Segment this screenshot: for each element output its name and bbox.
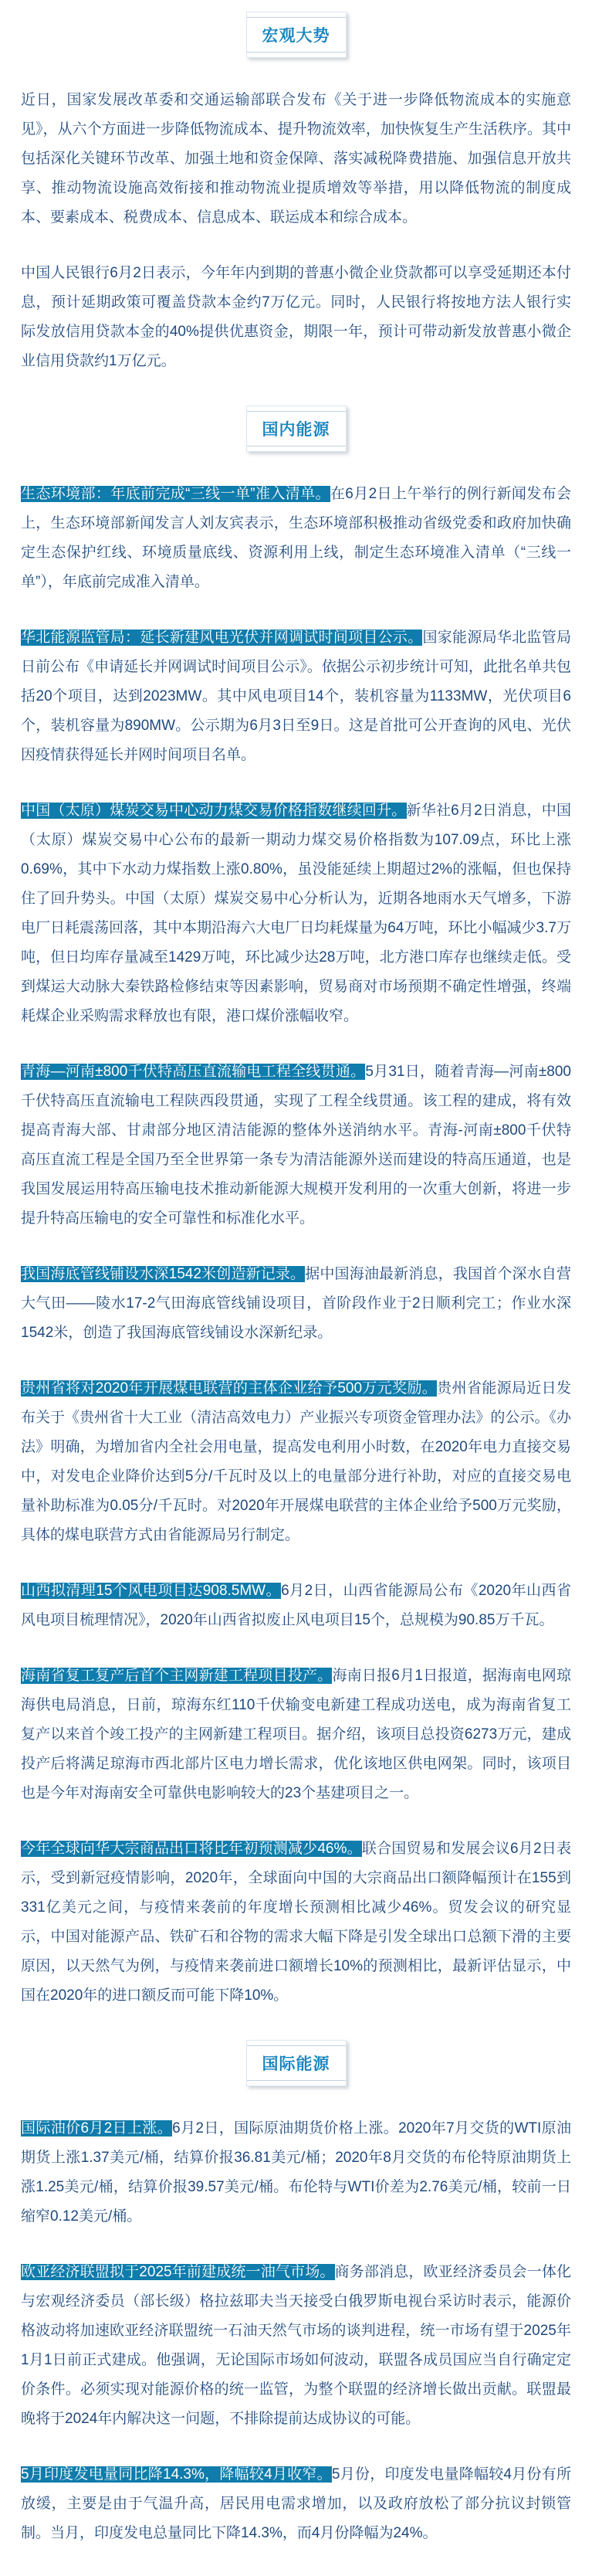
item-body: 海南日报6月1日报道，据海南电网琼海供电局消息，日前，琼海东红110千伏输变电新建工程成功送电，成为海南省复工复产以来首个竣工投产的主网新建工程项目。据介绍，该项目总投资6273万元，建成投产后将满足琼海市西北部片区电力增长需求，优化该地区供电网架。同时，该项目也是今年对海南安全可靠供电影响较大的23个基建项目之一。	[21, 1668, 571, 1801]
item-body: 联合国贸易和发展会议6月2日表示，受到新冠疫情影响，2020年，全球面向中国的大宗商品出口额降幅预计在155到331亿美元之间，与疫情来袭前的年度增长预测相比减少46%。贸发会议的研究显示，中国对能源产品、铁矿石和谷物的需求大幅下降是引发全球出口总额下滑的主要原因，以天然气为例，与疫情来袭前进口额增长10%的预测相比，最新评估显示，中国在2020年的进口额反而可能下降10%。	[21, 1841, 572, 2004]
item-lead-highlight: 海南省复工复产后首个主网新建工程项目投产。	[21, 1668, 333, 1684]
article-content	[21, 12, 571, 2548]
item-body: 据中国海油最新消息，我国首个深水自营大气田——陵水17-2气田海底管线铺设项目，首阶段作业于2日顺利完工；作业水深1542米，创造了我国海底管线铺设水深新纪录。	[21, 1266, 571, 1341]
item-lead-highlight: 5月印度发电量同比降14.3%，降幅较4月收窄。	[21, 2466, 332, 2483]
section-badge-inner	[247, 411, 346, 446]
item-body: 商务部消息，欧亚经济委员会一体化与宏观经济委员（部长级）格拉兹耶夫当天接受白俄罗斯电视台采访时表示，能源价格波动将加速欧亚经济联盟统一石油天然气市场的谈判进程，统一市场有望于2025年1月1日前正式建成。他强调，无论国际市场如何波动，联盟各成员国应当自行确定定价条件。必须实现对能源价格的统一监管，为整个联盟的经济增长做出贡献。联盟最晚将于2024年内解决这一问题，不排除提前达成协议的可能。	[21, 2264, 571, 2427]
item-lead-highlight: 国际油价6月2日上涨。	[21, 2120, 173, 2136]
section-title: 宏观大势	[262, 27, 330, 45]
section-title: 国内能源	[262, 421, 330, 439]
news-item	[21, 2114, 571, 2232]
section-badge-macro	[246, 12, 347, 58]
section-badge-inner	[247, 2045, 346, 2081]
item-lead-highlight: 生态环境部：年底前完成“三线一单”准入清单。	[21, 486, 330, 502]
section-badge-international	[246, 2040, 347, 2086]
item-body: 国家能源局华北监管局日前公布《申请延长并网调试时间项目公示》。依据公示初步统计可知，此批名单共包括20个项目，达到2023MW。其中风电项目14个，装机容量为1133MW，光伏项目6个，装机容量为890MW。公示期为6月3日至9日。这是首批可公开查询的风电、光伏因疫情获得延长并网时间项目名单。	[21, 630, 571, 763]
item-lead-highlight: 华北能源监管局：延长新建风电光伏并网调试时间项目公示。	[21, 630, 423, 646]
section-badge-inner	[247, 17, 346, 53]
news-item	[21, 480, 571, 597]
news-item	[21, 1057, 571, 1234]
section-header-domestic	[21, 406, 571, 452]
news-item	[21, 1834, 571, 2011]
item-lead-highlight: 中国（太原）煤炭交易中心动力煤交易价格指数继续回升。	[21, 803, 407, 819]
news-item	[21, 86, 571, 232]
item-body: 5月31日，随着青海—河南±800千伏特高压直流输电工程陕西段贯通，实现了工程全线贯通。该工程的建成，将有效提高青海大部、甘肃部分地区清洁能源的整体外送消纳水平。青海-河南±800千伏特高压直流工程是全国乃至全世界第一条专为清洁能源外送而建设的特高压通道，也是我国发展运用特高压输电技术推动新能源大规模开发利用的一次重大创新，将进一步提升特高压输电的安全可靠性和标准化水平。	[21, 1064, 571, 1227]
item-body: 新华社6月2日消息，中国（太原）煤炭交易中心公布的最新一期动力煤交易价格指数为107.09点，环比上涨0.69%，其中下水动力煤指数上涨0.80%，虽没能延续上期超过2%的涨幅，但也保持住了回升势头。中国（太原）煤炭交易中心分析认为，近期各地雨水天气增多，下游电厂日耗震荡回落，其中本期沿海六大电厂日均耗煤量为64万吨，环比小幅减少3.7万吨，但日均库存量减至1429万吨，环比减少达28万吨，北方港口库存也继续走低。受到煤运大动脉大秦铁路检修结束等因素影响，贸易商对市场预期不确定性增强，终端耗煤企业采购需求释放也有限，港口煤价涨幅收窄。	[21, 803, 571, 1024]
news-item	[21, 1260, 571, 1348]
news-item	[21, 623, 571, 770]
item-body: 近日，国家发展改革委和交通运输部联合发布《关于进一步降低物流成本的实施意见》，从六个方面进一步降低物流成本、提升物流效率，加快恢复生产生活秩序。其中包括深化关键环节改革、加强土地和资金保障、落实减税降费措施、加强信息开放共享、推动物流设施高效衔接和推动物流业提质增效等举措，用以降低物流的制度成本、要素成本、税费成本、信息成本、联运成本和综合成本。	[21, 92, 571, 226]
item-body: 6月2日，山西省能源局公布《2020年山西省风电项目梳理情况》，2020年山西省拟废止风电项目15个，总规模为90.85万千瓦。	[21, 1583, 571, 1628]
section-title: 国际能源	[262, 2055, 330, 2073]
section-header-macro	[21, 12, 571, 58]
item-body: 中国人民银行6月2日表示，今年年内到期的普惠小微企业贷款都可以享受延期还本付息，预计延期政策可覆盖贷款本金约7万亿元。同时，人民银行将按地方法人银行实际发放信用贷款本金的40%提供优惠资金，期限一年，预计可带动新发放普惠小微企业信用贷款约1万亿元。	[21, 265, 571, 369]
item-lead-highlight: 山西拟清理15个风电项目达908.5MW。	[21, 1583, 282, 1599]
section-badge-domestic	[246, 406, 347, 452]
section-header-international	[21, 2040, 571, 2086]
item-body: 6月2日，国际原油期货价格上涨。2020年7月交货的WTI原油期货上涨1.37美元/桶，结算价报36.81美元/桶；2020年8月交货的布伦特原油期货上涨1.25美元/桶，结算价报39.57美元/桶。布伦特与WTI价差为2.76美元/桶，较前一日缩窄0.12美元/桶。	[21, 2120, 571, 2225]
item-lead-highlight: 我国海底管线铺设水深1542米创造新记录。	[21, 1266, 306, 1282]
item-lead-highlight: 青海—河南±800千伏特高压直流输电工程全线贯通。	[21, 1064, 366, 1080]
news-item	[21, 2258, 571, 2434]
news-item	[21, 796, 571, 1031]
item-lead-highlight: 今年全球向华大宗商品出口将比年初预测减少46%。	[21, 1841, 362, 1857]
news-item	[21, 1576, 571, 1635]
item-body: 在6月2日上午举行的例行新闻发布会上，生态环境部新闻发言人刘友宾表示，生态环境部积极推动省级党委和政府加快确定生态保护红线、环境质量底线、资源利用上线，制定生态环境准入清单（“三线一单”），年底前完成准入清单。	[21, 486, 572, 590]
item-lead-highlight: 欧亚经济联盟拟于2025年前建成统一油气市场。	[21, 2264, 335, 2280]
item-body: 5月份，印度发电量降幅较4月份有所放缓，主要是由于气温升高，居民用电需求增加，以及政府放松了部分抗议封锁管制。当月，印度发电总量同比下降14.3%，而4月份降幅为24%。	[21, 2466, 571, 2541]
news-item	[21, 259, 571, 376]
news-item	[21, 1374, 571, 1550]
news-item	[21, 1661, 571, 1808]
item-lead-highlight: 贵州省将对2020年开展煤电联营的主体企业给予500万元奖励。	[21, 1380, 438, 1397]
item-body: 贵州省能源局近日发布关于《贵州省十大工业（清洁高效电力）产业振兴专项资金管理办法》的公示。《办法》明确，为增加省内全社会用电量，提高发电利用小时数，在2020年电力直接交易中，对发电企业降价达到5分/千瓦时及以上的电量部分进行补助，对应的直接交易电量补助标准为0.05分/千瓦时。对2020年开展煤电联营的主体企业给予500万元奖励，具体的煤电联营方式由省能源局另行制定。	[21, 1380, 571, 1543]
news-item	[21, 2460, 571, 2548]
